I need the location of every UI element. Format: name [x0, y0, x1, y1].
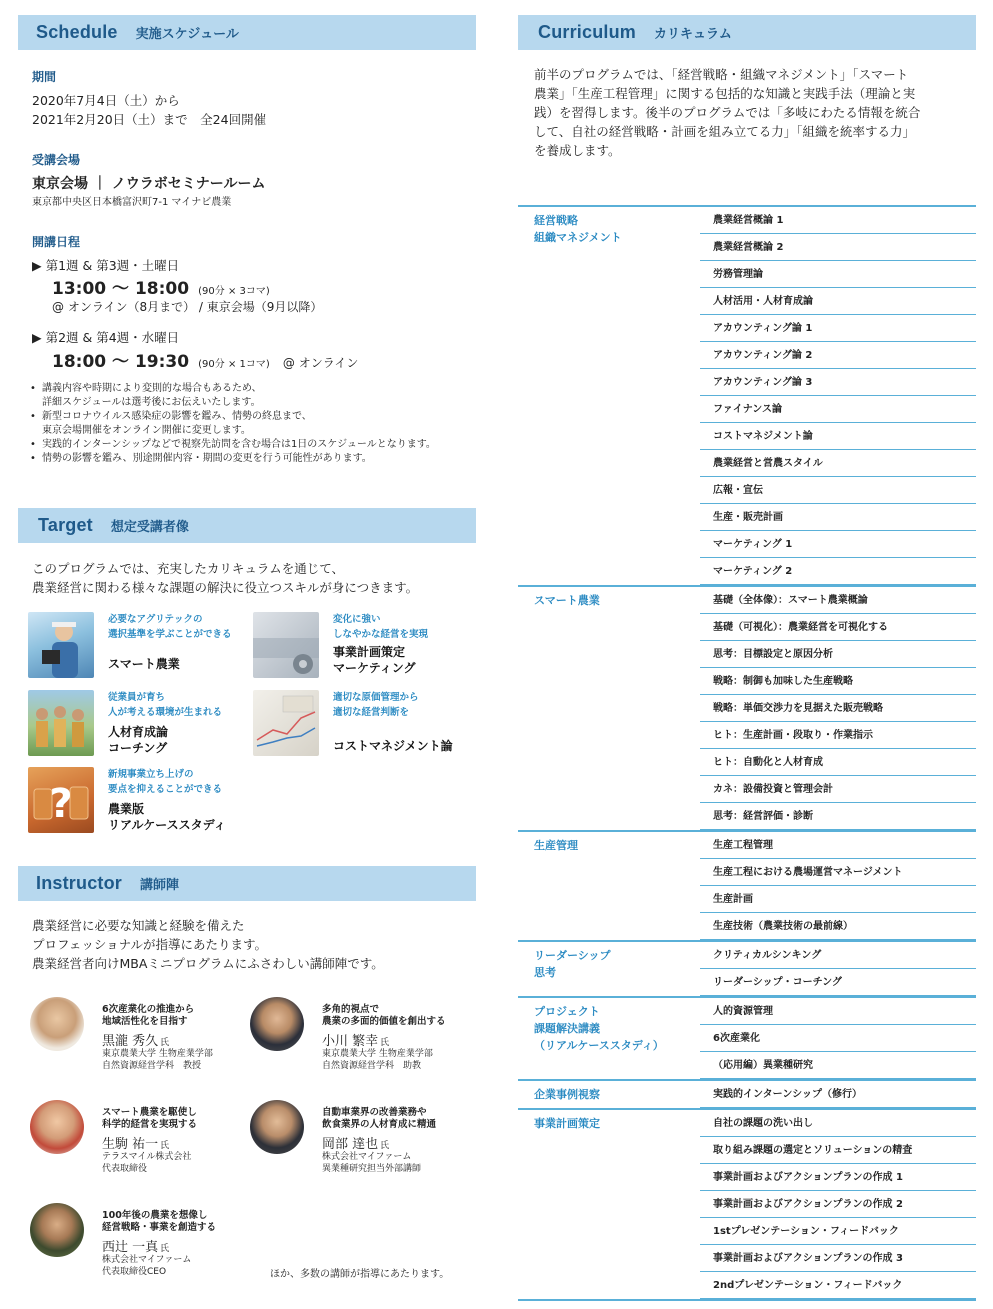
- curriculum-item: 思考：経営評価・診断: [700, 803, 976, 830]
- curriculum-item: アカウンティング論 2: [700, 342, 976, 369]
- curriculum-intro-line: 前半のプログラムでは、「経営戦略・組織マネジメント」「スマート: [534, 67, 909, 82]
- instructor-affiliation: [102, 1151, 191, 1175]
- tagline-line: 科学的経営を実現する: [102, 1119, 198, 1130]
- target-desc-line: 従業員が育ち: [108, 692, 166, 703]
- curriculum-item: 取り組み課題の選定とソリューションの精査: [700, 1137, 976, 1164]
- slot1-place: @ オンライン（8月まで） / 東京会場（9月以降）: [52, 300, 323, 314]
- instructor-card: [18, 1203, 243, 1293]
- slot1-time: 13:00 〜 18:00: [52, 279, 190, 299]
- target-item-case-study: [18, 767, 243, 837]
- name-suffix: 氏: [160, 1244, 170, 1254]
- instructor-affiliation: [322, 1151, 421, 1175]
- affiliation-line: 東京農業大学 生物産業学部: [322, 1049, 433, 1059]
- curriculum-item: 広報・宣伝: [700, 477, 976, 504]
- curriculum-item: 農業経営概論 2: [700, 234, 976, 261]
- instructor-tagline: [322, 1107, 436, 1131]
- name-suffix: 氏: [380, 1038, 390, 1048]
- instructor-avatar: [30, 1100, 84, 1154]
- curriculum-category-line: 企業事例視察: [534, 1088, 600, 1101]
- curriculum-category-line: 事業計画策定: [534, 1117, 600, 1130]
- name-text: 生駒 祐一: [102, 1137, 159, 1152]
- tagline-line: 経営戦略・事業を創造する: [102, 1222, 217, 1233]
- target-desc-line: 必要なアグリテックの: [108, 614, 203, 625]
- curriculum-item: 人材活用・人材育成論: [700, 288, 976, 315]
- name-suffix: 氏: [160, 1038, 170, 1048]
- curriculum-category: [534, 1086, 600, 1103]
- curriculum-item: 生産工程管理: [700, 832, 976, 859]
- instructor-tagline: [102, 1107, 197, 1131]
- instructor-card: [238, 1100, 463, 1190]
- instructor-intro2: プロフェッショナルが指導にあたります。: [32, 937, 268, 952]
- curriculum-category-line: 思考: [534, 966, 556, 979]
- target-title-jp: 想定受講者像: [110, 520, 189, 535]
- target-name: [108, 724, 168, 756]
- slot2-note: (90分 × 1コマ): [198, 359, 270, 370]
- instructor-avatar: [250, 1100, 304, 1154]
- target-name-line: スマート農業: [108, 657, 180, 671]
- instructor-name: [322, 1030, 389, 1049]
- curriculum-bottom-divider: [518, 1299, 976, 1301]
- tagline-line: 多角的視点で: [322, 1004, 380, 1015]
- curriculum-item: クリティカルシンキング: [700, 942, 976, 969]
- tagline-line: スマート農業を駆使し: [102, 1107, 197, 1118]
- curriculum-item: アカウンティング論 1: [700, 315, 976, 342]
- period-label: 期間: [32, 70, 57, 84]
- target-desc-line: 要点を抑えることができる: [108, 784, 223, 795]
- slot1-note: (90分 × 3コマ): [198, 286, 270, 297]
- curriculum-intro-line: を養成します。: [534, 143, 621, 158]
- name-suffix: 氏: [380, 1141, 390, 1151]
- target-desc: [108, 612, 232, 642]
- venue-label: 受講会場: [32, 153, 81, 167]
- affiliation-line: 株式会社マイファーム: [322, 1152, 412, 1162]
- target-desc-line: 人が考える環境が生まれる: [108, 707, 223, 718]
- schedule-note: • 実践的インターンシップなどで視察先訪問を含む場合は1日のスケジュールとなります。: [30, 438, 470, 452]
- curriculum-title-jp: カリキュラム: [654, 27, 732, 42]
- curriculum-item: ヒト：自動化と人材育成: [700, 749, 976, 776]
- affiliation-line: 異業種研究担当外部講師: [322, 1164, 422, 1174]
- curriculum-intro: [534, 65, 964, 160]
- curriculum-item: 6次産業化: [700, 1025, 976, 1052]
- tagline-line: 自動車業界の改善業務や: [322, 1107, 427, 1118]
- curriculum-item: 事業計画およびアクションプランの作成 2: [700, 1191, 976, 1218]
- curriculum-item: 1stプレゼンテーション・フィードバック: [700, 1218, 976, 1245]
- slot2-place: @ オンライン: [282, 356, 359, 370]
- curriculum-intro-line: して、自社の経営戦略・計画を組み立てる力」「組織を統率する力」: [534, 124, 916, 139]
- target-item-cost: [243, 690, 468, 760]
- affiliation-line: 代表取締役CEO: [102, 1267, 167, 1277]
- curriculum-item: マーケティング 1: [700, 531, 976, 558]
- curriculum-item: 事業計画およびアクションプランの作成 3: [700, 1245, 976, 1272]
- target-desc: [108, 690, 222, 720]
- target-desc-line: 選択基準を学ぶことができる: [108, 629, 232, 640]
- strategy-photo: [253, 612, 319, 678]
- target-desc-line: 変化に強い: [333, 614, 381, 625]
- affiliation-line: 株式会社マイファーム: [102, 1255, 192, 1265]
- schedule-note: • 講義内容や時期により変則的な場合もあるため、 詳細スケジュールは選考後にお伝えいたします。: [30, 382, 470, 410]
- target-desc-line: しなやかな経営を実現: [333, 629, 429, 640]
- curriculum-intro-line: 践）を習得します。後半のプログラムでは「多岐にわたる情報を統合: [534, 105, 921, 120]
- curriculum-item: 生産・販売計画: [700, 504, 976, 531]
- instructor-title-en: Instructor: [36, 873, 123, 893]
- target-title-en: Target: [38, 515, 93, 535]
- schedule-title-en: Schedule: [36, 22, 118, 42]
- schedule-note: • 新型コロナウイルス感染症の影響を鑑み、情勢の終息まで、 東京会場開催をオンライン開催に変更します。: [30, 410, 470, 438]
- period-line1: 2020年7月4日（土）から: [32, 93, 180, 108]
- name-text: 小川 繁幸: [322, 1034, 379, 1049]
- instructor-affiliation: [102, 1254, 191, 1278]
- curriculum-item: カネ：設備投資と管理会計: [700, 776, 976, 803]
- instructor-name: [102, 1236, 169, 1255]
- curriculum-item: コストマネジメント論: [700, 423, 976, 450]
- curriculum-category: [534, 1115, 600, 1132]
- slot2-days: ▶ 第2週 & 第4週・水曜日: [32, 330, 180, 345]
- jars-question-photo: [28, 767, 94, 833]
- svg-text:?: ?: [49, 781, 73, 827]
- curriculum-category: [534, 212, 622, 246]
- curriculum-category-line: 組織マネジメント: [534, 231, 622, 244]
- curriculum-item: 戦略：制御も加味した生産戦略: [700, 668, 976, 695]
- curriculum-category-line: スマート農業: [534, 594, 600, 607]
- target-name: [333, 644, 416, 676]
- affiliation-line: テラスマイル株式会社: [102, 1152, 192, 1162]
- curriculum-category: [534, 592, 600, 609]
- name-text: 黒瀧 秀久: [102, 1034, 159, 1049]
- tagline-line: 飲食業界の人材育成に精通: [322, 1119, 437, 1130]
- instructor-affiliation: [102, 1048, 213, 1072]
- curriculum-item: 生産技術（農業技術の最前線）: [700, 913, 976, 940]
- slot2-time-row: [52, 347, 358, 372]
- schedule-notes: [30, 382, 470, 466]
- curriculum-item: 農業経営概論 1: [700, 207, 976, 234]
- curriculum-item: 基礎（全体像）：スマート農業概論: [700, 587, 976, 614]
- target-name-line: マーケティング: [333, 661, 416, 675]
- workers-photo: [28, 690, 94, 756]
- venue-name: 東京会場 ｜ ノウラボセミナールーム: [32, 176, 266, 192]
- target-item-smart-agri: [18, 612, 243, 682]
- curriculum-table: [518, 205, 976, 1291]
- curriculum-category: [534, 837, 578, 854]
- tagline-line: 農業の多面的価値を創出する: [322, 1016, 446, 1027]
- farmer-tablet-photo: [28, 612, 94, 678]
- curriculum-item: アカウンティング論 3: [700, 369, 976, 396]
- target-name: [333, 738, 453, 754]
- chart-paper-photo: [253, 690, 319, 756]
- instructor-name: [102, 1133, 169, 1152]
- curriculum-header: [518, 15, 976, 50]
- curriculum-item: 事業計画およびアクションプランの作成 1: [700, 1164, 976, 1191]
- instructor-footer: ほか、多数の講師が指導にあたります。: [270, 1269, 450, 1280]
- dates-label: 開講日程: [32, 235, 81, 249]
- name-text: 岡部 達也: [322, 1137, 379, 1152]
- target-header: [18, 508, 476, 543]
- target-name-line: 事業計画策定: [333, 645, 406, 659]
- curriculum-intro-line: 農業」「生産工程管理」に関する包括的な知識と実践手法（理論と実: [534, 86, 916, 101]
- curriculum-category: [534, 947, 611, 981]
- instructor-tagline: [102, 1210, 216, 1234]
- instructor-affiliation: [322, 1048, 433, 1072]
- tagline-line: 6次産業化の推進から: [102, 1004, 195, 1015]
- curriculum-category-line: 課題解決講義: [534, 1022, 600, 1035]
- affiliation-line: 自然資源経営学科 助教: [322, 1061, 422, 1071]
- curriculum-item: 農業経営と営農スタイル: [700, 450, 976, 477]
- target-desc-line: 適切な原価管理から: [333, 692, 419, 703]
- target-desc-line: 適切な経営判断を: [333, 707, 410, 718]
- target-desc: [333, 690, 419, 720]
- target-item-business-plan: [243, 612, 468, 682]
- curriculum-item: 戦略：単価交渉力を見据えた販売戦略: [700, 695, 976, 722]
- curriculum-category-line: プロジェクト: [534, 1005, 600, 1018]
- curriculum-item: リーダーシップ・コーチング: [700, 969, 976, 996]
- instructor-avatar: [250, 997, 304, 1051]
- schedule-title-jp: 実施スケジュール: [135, 27, 239, 42]
- name-suffix: 氏: [160, 1141, 170, 1151]
- slot1-days: ▶ 第1週 & 第3週・土曜日: [32, 258, 180, 273]
- curriculum-item: （応用編）異業種研究: [700, 1052, 976, 1079]
- target-name: [108, 801, 226, 833]
- affiliation-line: 東京農業大学 生物産業学部: [102, 1049, 213, 1059]
- curriculum-category-line: （リアルケーススタディ）: [534, 1039, 664, 1052]
- curriculum-item: 人的資源管理: [700, 998, 976, 1025]
- affiliation-line: 自然資源経営学科 教授: [102, 1061, 202, 1071]
- tagline-line: 100年後の農業を想像し: [102, 1210, 208, 1221]
- target-intro2: 農業経営に関わる様々な課題の解決に役立つスキルが身につきます。: [32, 580, 419, 595]
- curriculum-item: ファイナンス論: [700, 396, 976, 423]
- curriculum-item: 生産工程における農場運営マネージメント: [700, 859, 976, 886]
- venue-address: 東京都中央区日本橋富沢町7-1 マイナビ農業: [32, 197, 232, 208]
- curriculum-category: [534, 1003, 664, 1054]
- curriculum-item: ヒト：生産計画・段取り・作業指示: [700, 722, 976, 749]
- curriculum-item: 基礎（可視化）：農業経営を可視化する: [700, 614, 976, 641]
- instructor-tagline: [322, 1004, 446, 1028]
- curriculum-item: 自社の課題の洗い出し: [700, 1110, 976, 1137]
- slot1-time-row: [52, 274, 270, 299]
- period-line2: 2021年2月20日（土）まで 全24回開催: [32, 112, 267, 127]
- curriculum-item: 2ndプレゼンテーション・フィードバック: [700, 1272, 976, 1299]
- instructor-card: [18, 1100, 243, 1190]
- curriculum-item: 思考：目標設定と原因分析: [700, 641, 976, 668]
- instructor-name: [322, 1133, 389, 1152]
- target-desc: [333, 612, 428, 642]
- target-item-hr: [18, 690, 243, 760]
- name-text: 西辻 一真: [102, 1240, 159, 1255]
- schedule-header: [18, 15, 476, 50]
- curriculum-item: 実践的インターンシップ（修行）: [700, 1081, 976, 1108]
- instructor-intro3: 農業経営者向けMBAミニプログラムにふさわしい講師陣です。: [32, 956, 384, 971]
- curriculum-item: 生産計画: [700, 886, 976, 913]
- target-intro1: このプログラムでは、充実したカリキュラムを通じて、: [32, 561, 345, 576]
- instructor-card: [238, 997, 463, 1087]
- curriculum-category-line: 経営戦略: [534, 214, 578, 227]
- instructor-avatar: [30, 1203, 84, 1257]
- target-desc: [108, 767, 222, 797]
- instructor-name: [102, 1030, 169, 1049]
- instructor-avatar: [30, 997, 84, 1051]
- schedule-note: • 情勢の影響を鑑み、別途開催内容・期間の変更を行う可能性があります。: [30, 452, 470, 466]
- target-name-line: リアルケーススタディ: [108, 818, 226, 832]
- affiliation-line: 代表取締役: [102, 1164, 148, 1174]
- instructor-card: [18, 997, 243, 1087]
- instructor-intro1: 農業経営に必要な知識と経験を備えた: [32, 918, 245, 933]
- target-desc-line: 新規事業立ち上げの: [108, 769, 194, 780]
- target-name-line: コストマネジメント論: [333, 739, 453, 753]
- curriculum-category-line: 生産管理: [534, 839, 578, 852]
- target-name-line: 農業版: [108, 802, 145, 816]
- curriculum-title-en: Curriculum: [538, 22, 637, 42]
- curriculum-item: 労務管理論: [700, 261, 976, 288]
- target-name-line: 人材育成論: [108, 725, 169, 739]
- tagline-line: 地域活性化を目指す: [102, 1016, 188, 1027]
- target-name: [108, 656, 180, 672]
- curriculum-item: マーケティング 2: [700, 558, 976, 585]
- slot2-time: 18:00 〜 19:30: [52, 352, 190, 372]
- instructor-tagline: [102, 1004, 194, 1028]
- curriculum-category-line: リーダーシップ: [534, 949, 611, 962]
- instructor-title-jp: 講師陣: [140, 878, 180, 893]
- instructor-header: [18, 866, 476, 901]
- target-name-line: コーチング: [108, 741, 168, 755]
